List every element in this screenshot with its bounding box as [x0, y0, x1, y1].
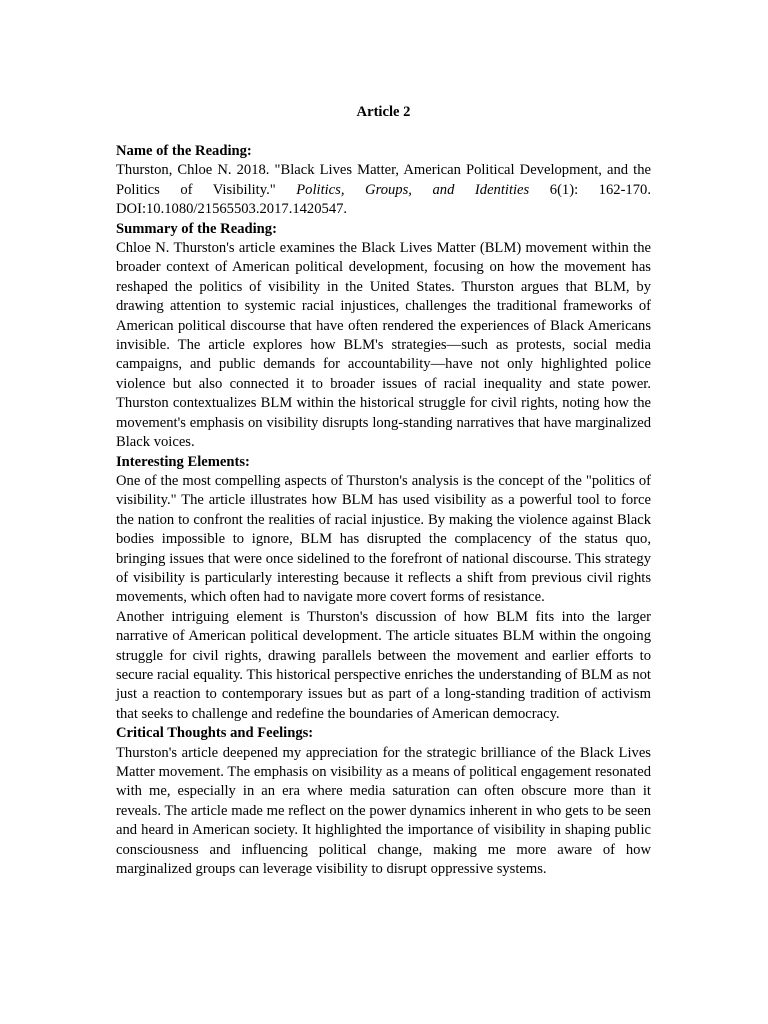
document-title: Article 2: [356, 104, 411, 120]
citation-journal: Politics, Groups, and Identities: [296, 181, 530, 198]
interesting-paragraph-2: Another intriguing element is Thurston's discussion of how BLM fits into the larger narrative of American political development. The article situates BLM within the ongoing struggle for civil rights, drawing parallels between the movement and earlier efforts to secure racial equality. This historical perspective enriches the understanding of BLM as not just a reaction to contemporary issues but as part of a long-standing tradition of activism that seeks to challenge and redefine the boundaries of American democracy.: [116, 608, 651, 722]
interesting-paragraph-1: One of the most compelling aspects of Thurston's analysis is the concept of the "politics of visibility." The article illustrates how BLM has used visibility as a powerful tool to force the nation to confront the realities of racial injustice. By making the violence against Black bodies impossible to ignore, BLM has disrupted the complacency of the status quo, bringing issues that were once sidelined to the forefront of national discourse. This strategy of visibility is particularly interesting because it reflects a shift from previous civil rights movements, which often had to navigate more covert forms of resistance.: [116, 472, 651, 606]
interesting-elements-heading: Interesting Elements:: [116, 453, 250, 470]
citation-text-end: 6(1): 162-170. DOI:10.1080/21565503.2017.1420547.: [116, 181, 651, 218]
citation-paragraph: [116, 161, 651, 219]
summary-paragraph: Chloe N. Thurston's article examines the Black Lives Matter (BLM) movement within the broader context of American political development, focusing on how the movement has reshaped the politics of visibility in the United States. Thurston argues that BLM, by drawing attention to systemic racial injustices, challenges the traditional frameworks of American political discourse that have often rendered the experiences of Black Americans invisible. The article explores how BLM's strategies—such as protests, social media campaigns, and public demands for accountability—have not only highlighted police violence but also connected it to broader issues of racial inequality and state power. Thurston contextualizes BLM within the historical struggle for civil rights, noting how the movement's emphasis on visibility disrupts long-standing narratives that have marginalized Black voices.: [116, 240, 651, 451]
summary-heading: Summary of the Reading:: [116, 220, 277, 237]
critical-thoughts-paragraph: Thurston's article deepened my appreciation for the strategic brilliance of the Black Lives Matter movement. The emphasis on visibility as a means of political engagement resonated with me, especially in an era where media saturation can often obscure more than it reveals. The article made me reflect on the power dynamics inherent in who gets to be seen and heard in American society. It highlighted the importance of visibility in shaping public consciousness and influencing political change, making me more aware of how marginalized groups can leverage visibility to disrupt oppressive systems.: [116, 744, 651, 878]
critical-thoughts-heading: Critical Thoughts and Feelings:: [116, 725, 314, 742]
document-page: [116, 103, 651, 879]
name-of-reading-heading: Name of the Reading:: [116, 143, 252, 159]
citation-text-start: Thurston, Chloe N. 2018. "Black Lives Matter, American Political Development, and the Politics of Visibility.": [116, 162, 651, 198]
